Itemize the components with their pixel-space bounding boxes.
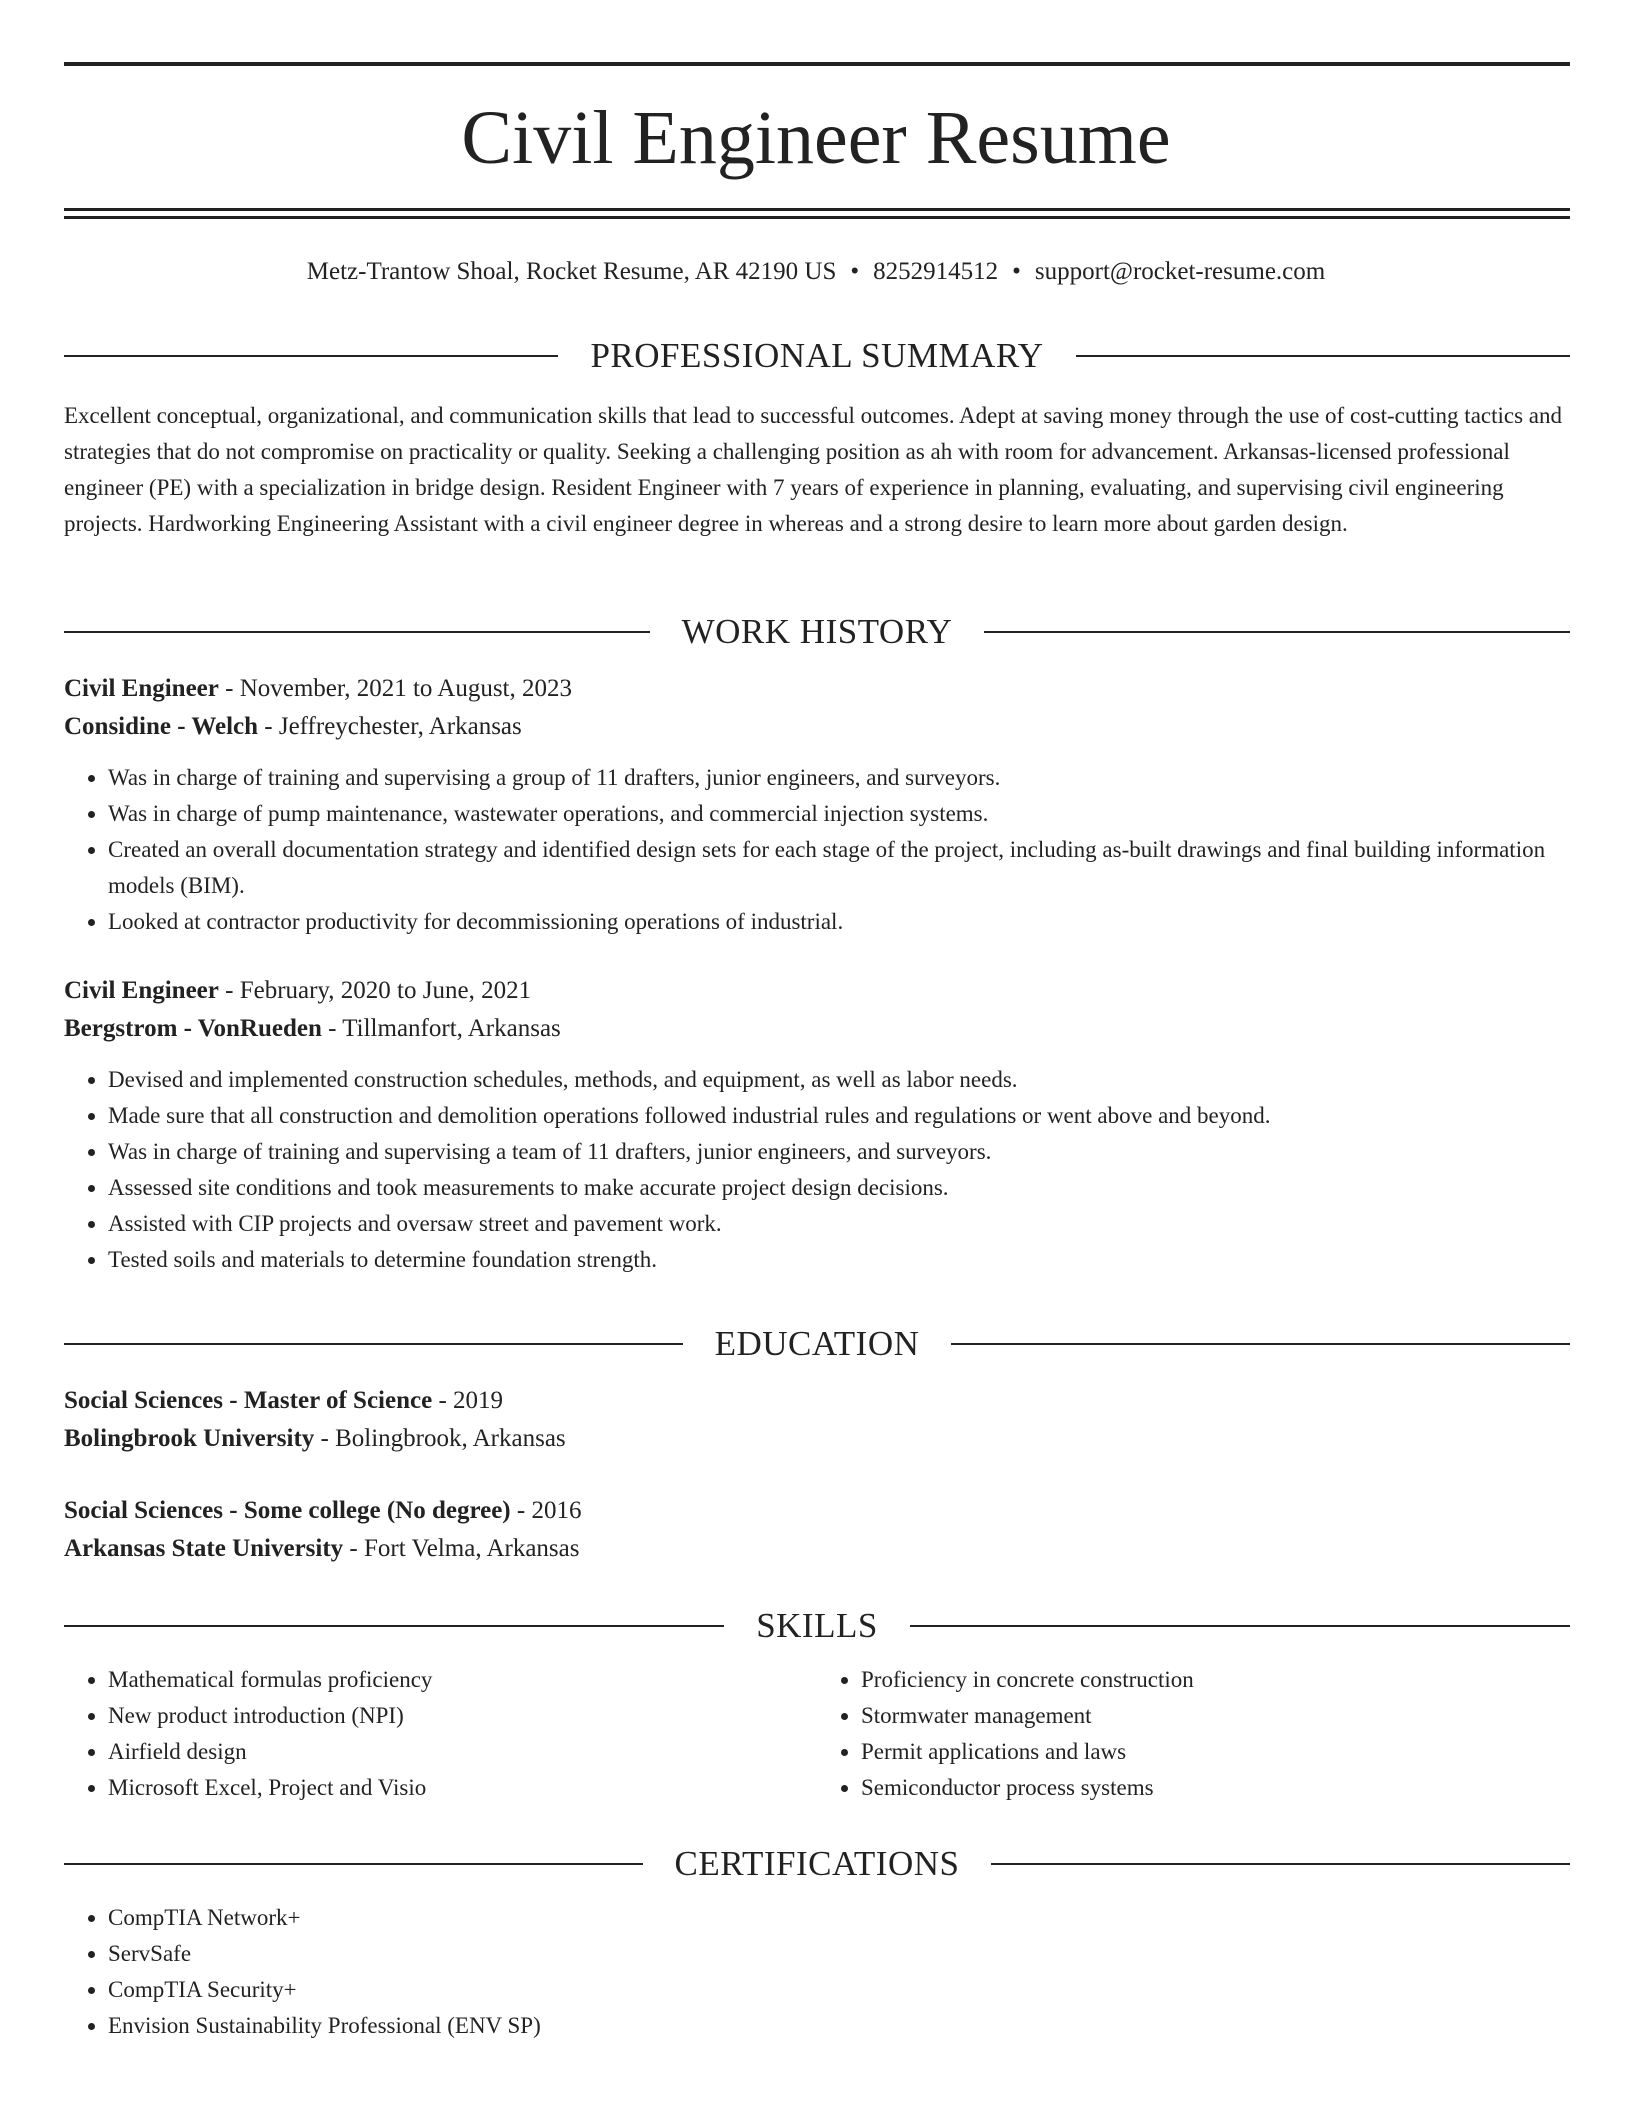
section-title-education: EDUCATION	[714, 1324, 920, 1363]
section-title-certifications: CERTIFICATIONS	[674, 1844, 960, 1883]
list-item: • Tested soils and materials to determine foundation strength.	[108, 1242, 1570, 1278]
degree: Social Sciences - Some college (No degree)	[64, 1497, 511, 1524]
degree-line: Social Sciences - Master of Science - 2019	[64, 1387, 504, 1414]
skills-columns	[64, 1662, 1570, 1806]
degree-year: 2016	[531, 1497, 582, 1524]
list-item: • Looked at contractor productivity for decommissioning operations of industrial.	[108, 904, 1570, 940]
list-item: • Microsoft Excel, Project and Visio	[108, 1770, 817, 1806]
education-entry	[64, 1492, 1570, 1568]
job-entry	[64, 972, 1570, 1278]
list-item: • CompTIA Network+	[108, 1900, 1570, 1936]
job-company-line: Bergstrom - VonRueden - Tillmanfort, Arkansas	[64, 1015, 561, 1042]
job-location: Tillmanfort, Arkansas	[342, 1015, 561, 1042]
section-rule-right	[910, 1625, 1570, 1627]
section-title-work-history: WORK HISTORY	[681, 612, 953, 651]
job-company: Bergstrom - VonRueden	[64, 1015, 322, 1042]
list-item: • Semiconductor process systems	[861, 1770, 1570, 1806]
certifications-section	[64, 1842, 1570, 2044]
education-entry	[64, 1382, 1570, 1458]
list-item: • Assessed site conditions and took measurements to make accurate project design decisions.	[108, 1170, 1570, 1206]
section-rule-left	[64, 1343, 683, 1345]
list-item: • Assisted with CIP projects and oversaw street and pavement work.	[108, 1206, 1570, 1242]
skills-list-right	[817, 1662, 1570, 1806]
school: Arkansas State University	[64, 1535, 344, 1562]
degree-year: 2019	[453, 1387, 504, 1414]
page-title: Civil Engineer Resume	[461, 96, 1171, 180]
certifications-list	[64, 1900, 1570, 2044]
list-item: • ServSafe	[108, 1936, 1570, 1972]
job-company: Considine - Welch	[64, 713, 259, 740]
school-line: Arkansas State University - Fort Velma, Arkansas	[64, 1535, 580, 1562]
list-item: • Envision Sustainability Professional (ENV SP)	[108, 2008, 1570, 2044]
section-rule-right	[1076, 355, 1570, 357]
list-item: • Stormwater management	[861, 1698, 1570, 1734]
contact-line	[0, 255, 1632, 289]
job-bullets	[64, 760, 1570, 940]
summary-text: Excellent conceptual, organizational, and communication skills that lead to successful outcomes. Adept at saving money through the use of cost-cutting tactics and strategies that do not compromise on practicality or quality. Seeking a challenging position as ah with room for advancement. Arkansas-licensed professional engineer (PE) with a specialization in bridge design. Resident Engineer with 7 years of experience in planning, evaluating, and supervising civil engineering projects. Hardworking Engineering Assistant with a civil engineer degree in whereas and a strong desire to learn more about garden design.	[64, 403, 1563, 536]
section-rule-right	[991, 1863, 1570, 1865]
contact-email[interactable]: support@rocket-resume.com	[1034, 258, 1326, 285]
list-item: • New product introduction (NPI)	[108, 1698, 817, 1734]
list-item: • Airfield design	[108, 1734, 817, 1770]
title-double-rule-lower	[64, 216, 1570, 219]
school: Bolingbrook University	[64, 1425, 315, 1452]
list-item: • Devised and implemented construction schedules, methods, and equipment, as well as labor needs.	[108, 1062, 1570, 1098]
education-section	[64, 1322, 1570, 1568]
section-rule-right	[984, 631, 1570, 633]
school-line: Bolingbrook University - Bolingbrook, Arkansas	[64, 1425, 566, 1452]
degree: Social Sciences - Master of Science	[64, 1387, 433, 1414]
school-location: Fort Velma, Arkansas	[364, 1535, 580, 1562]
job-entry	[64, 670, 1570, 940]
skills-section	[64, 1604, 1570, 1806]
list-item: • Permit applications and laws	[861, 1734, 1570, 1770]
section-header	[64, 334, 1570, 378]
job-title-line: Civil Engineer - November, 2021 to August, 2023	[64, 675, 572, 702]
job-title: Civil Engineer	[64, 675, 219, 702]
list-item: • CompTIA Security+	[108, 1972, 1570, 2008]
section-header	[64, 610, 1570, 654]
list-item: • Proficiency in concrete construction	[861, 1662, 1570, 1698]
section-header	[64, 1322, 1570, 1366]
work-history-section	[64, 610, 1570, 1278]
job-bullets	[64, 1062, 1570, 1278]
contact-address: Metz-Trantow Shoal, Rocket Resume, AR 42190 US	[306, 258, 837, 285]
section-rule-right	[951, 1343, 1570, 1345]
job-company-line: Considine - Welch - Jeffreychester, Arkansas	[64, 713, 522, 740]
section-header	[64, 1842, 1570, 1886]
title-double-rule-upper	[64, 208, 1570, 211]
contact-separator: •	[850, 258, 860, 285]
section-rule-left	[64, 355, 558, 357]
list-item: • Created an overall documentation strategy and identified design sets for each stage of the project, including as-built drawings and final building information models (BIM).	[108, 832, 1570, 904]
summary-section	[64, 334, 1570, 542]
job-location: Jeffreychester, Arkansas	[278, 713, 522, 740]
list-item: • Was in charge of pump maintenance, wastewater operations, and commercial injection systems.	[108, 796, 1570, 832]
list-item: • Mathematical formulas proficiency	[108, 1662, 817, 1698]
list-item: • Was in charge of training and supervising a team of 11 drafters, junior engineers, and surveyors.	[108, 1134, 1570, 1170]
section-rule-left	[64, 631, 650, 633]
job-title-line: Civil Engineer - February, 2020 to June, 2021	[64, 977, 532, 1004]
school-location: Bolingbrook, Arkansas	[335, 1425, 566, 1452]
contact-phone: 8252914512	[873, 258, 999, 285]
section-rule-left	[64, 1863, 643, 1865]
section-header	[64, 1604, 1570, 1648]
section-rule-left	[64, 1625, 724, 1627]
top-rule	[64, 62, 1570, 66]
list-item: • Was in charge of training and supervising a group of 11 drafters, junior engineers, and surveyors.	[108, 760, 1570, 796]
contact-separator: •	[1012, 258, 1021, 285]
job-dates: November, 2021 to August, 2023	[239, 675, 572, 702]
section-title-summary: PROFESSIONAL SUMMARY	[590, 336, 1044, 375]
list-item: • Made sure that all construction and demolition operations followed industrial rules and regulations or went above and beyond.	[108, 1098, 1570, 1134]
job-dates: February, 2020 to June, 2021	[239, 977, 532, 1004]
section-title-skills: SKILLS	[756, 1606, 878, 1645]
degree-line: Social Sciences - Some college (No degree) - 2016	[64, 1497, 582, 1524]
job-title: Civil Engineer	[64, 977, 219, 1004]
skills-list-left	[64, 1662, 817, 1806]
